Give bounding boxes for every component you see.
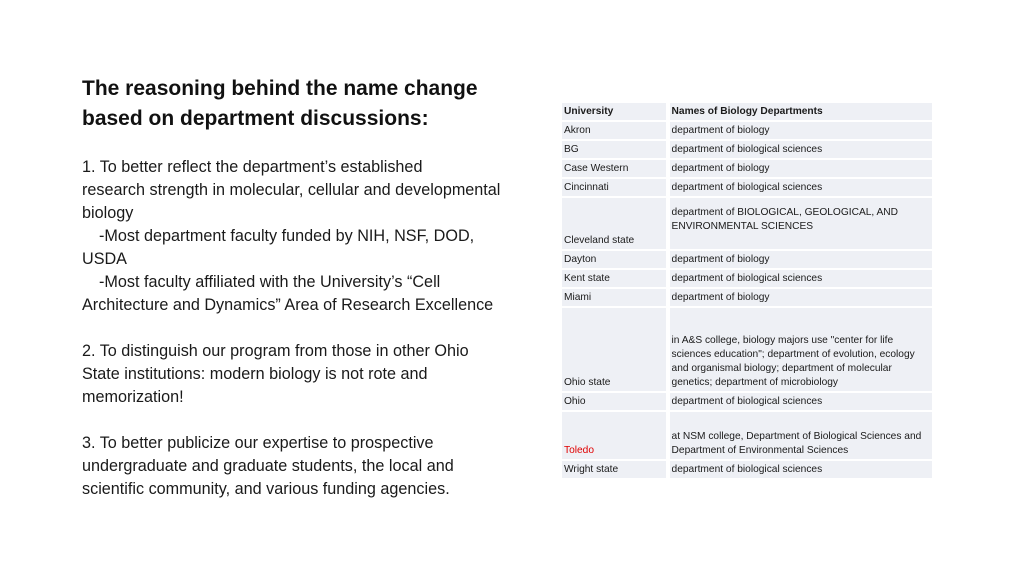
cell-university: Ohio — [562, 392, 668, 411]
table-header-row — [562, 103, 932, 121]
heading-line-1: The reasoning behind the name change — [82, 77, 478, 100]
cell-department: department of biological sciences — [668, 460, 932, 479]
cell-department: department of biological sciences — [668, 392, 932, 411]
cell-university: Kent state — [562, 269, 668, 288]
point-1-sub-2-line-2: Architecture and Dynamics” Area of Research Excellence — [82, 296, 494, 314]
point-1-line-1: 1. To better reflect the department’s established — [82, 158, 423, 176]
table-row — [562, 159, 932, 178]
cell-department: in A&S college, biology majors use "center for life sciences education"; department of evolution, ecology and organismal biology; department of molecular genetics; department of microbiology — [668, 307, 932, 392]
point-2-line-2: State institutions: modern biology is not rote and — [82, 365, 428, 383]
table-row — [562, 197, 932, 250]
table-row — [562, 140, 932, 159]
cell-department: department of biological sciences — [668, 178, 932, 197]
department-names-table — [562, 103, 932, 480]
table-row — [562, 250, 932, 269]
point-1 — [82, 156, 552, 317]
cell-university: Cincinnati — [562, 178, 668, 197]
point-2 — [82, 340, 552, 409]
table-row — [562, 411, 932, 460]
table-row — [562, 460, 932, 479]
cell-department: department of biology — [668, 250, 932, 269]
table-row — [562, 392, 932, 411]
cell-university: BG — [562, 140, 668, 159]
header-university: University — [562, 103, 668, 121]
cell-university: Ohio state — [562, 307, 668, 392]
slide-heading — [82, 74, 552, 134]
cell-university: Akron — [562, 121, 668, 140]
header-department-names: Names of Biology Departments — [668, 103, 932, 121]
cell-department: department of biology — [668, 288, 932, 307]
department-names-table-container — [562, 103, 932, 480]
text-panel — [82, 74, 552, 524]
heading-line-2: based on department discussions: — [82, 107, 429, 130]
point-2-line-3: memorization! — [82, 388, 184, 406]
table-row — [562, 288, 932, 307]
cell-department: department of biological sciences — [668, 269, 932, 288]
point-3-line-1: 3. To better publicize our expertise to prospective — [82, 434, 434, 452]
point-1-line-3: biology — [82, 204, 134, 222]
cell-university: Wright state — [562, 460, 668, 479]
cell-department: department of biology — [668, 121, 932, 140]
point-1-line-2: research strength in molecular, cellular and developmental — [82, 181, 501, 199]
cell-department: department of biological sciences — [668, 140, 932, 159]
cell-university: Miami — [562, 288, 668, 307]
point-2-line-1: 2. To distinguish our program from those in other Ohio — [82, 342, 469, 360]
cell-department: department of BIOLOGICAL, GEOLOGICAL, AND ENVIRONMENTAL SCIENCES — [668, 197, 932, 250]
cell-university: Dayton — [562, 250, 668, 269]
point-1-sub-2-line-1: -Most faculty affiliated with the University’s “Cell — [99, 273, 441, 291]
cell-university: Case Western — [562, 159, 668, 178]
table-row — [562, 121, 932, 140]
table-row — [562, 269, 932, 288]
point-3-line-3: scientific community, and various funding agencies. — [82, 480, 450, 498]
cell-department: at NSM college, Department of Biological Sciences and Department of Environmental Sciences — [668, 411, 932, 460]
point-1-sub-1-line-1: -Most department faculty funded by NIH, NSF, DOD, — [99, 227, 475, 245]
table-row — [562, 178, 932, 197]
cell-department: department of biology — [668, 159, 932, 178]
cell-university: Cleveland state — [562, 197, 668, 250]
point-3 — [82, 432, 552, 501]
point-3-line-2: undergraduate and graduate students, the local and — [82, 457, 454, 475]
cell-university-highlighted: Toledo — [562, 411, 668, 460]
table-row — [562, 307, 932, 392]
point-1-sub-1-line-2: USDA — [82, 250, 127, 268]
